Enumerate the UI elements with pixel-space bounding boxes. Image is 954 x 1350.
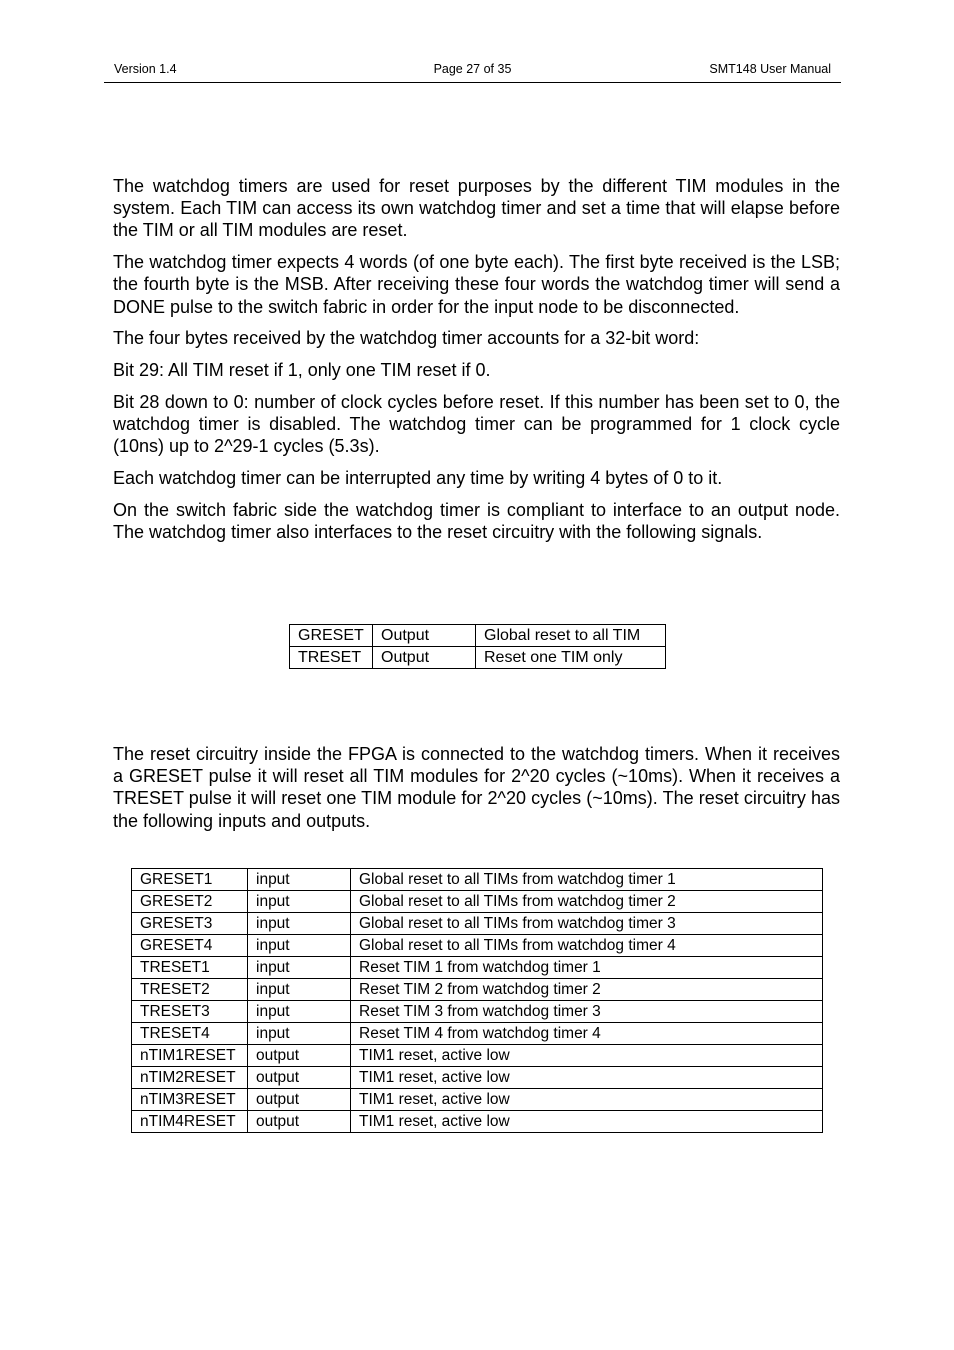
signal-direction-cell: Output [373,647,476,669]
reset-circuitry-section [113,743,840,841]
signal-description-cell: TIM1 reset, active low [351,1067,823,1089]
signal-name-cell: GRESET4 [132,935,248,957]
signal-description-cell: Global reset to all TIMs from watchdog timer 3 [351,913,823,935]
table-row [132,869,823,891]
signal-name-cell: TRESET1 [132,957,248,979]
signal-description-cell: TIM1 reset, active low [351,1089,823,1111]
table-row [132,1001,823,1023]
paragraph: Bit 28 down to 0: number of clock cycles before reset. If this number has been set to 0, the watchdog timer is disabled. The watchdog timer can be programmed for 1 clock cycle (10ns) up to 2^29-1 cycles (5.3s). [113,392,840,457]
paragraph: Each watchdog timer can be interrupted any time by writing 4 bytes of 0 to it. [113,468,723,489]
watchdog-section [113,175,840,553]
signal-description-cell: TIM1 reset, active low [351,1111,823,1133]
table-row [290,625,666,647]
signal-description-cell: Global reset to all TIMs from watchdog timer 2 [351,891,823,913]
signal-name-cell: nTIM1RESET [132,1045,248,1067]
signal-direction-cell: output [248,1111,351,1133]
signal-description-cell: Global reset to all TIMs from watchdog timer 4 [351,935,823,957]
signal-description-cell: Reset TIM 3 from watchdog timer 3 [351,1001,823,1023]
signal-direction-cell: input [248,869,351,891]
signal-direction-cell: output [248,1067,351,1089]
signal-name-cell: nTIM3RESET [132,1089,248,1111]
paragraph: The watchdog timers are used for reset purposes by the different TIM modules in the system. Each TIM can access its own watchdog timer and set a time that will elapse before the TIM or all TIM modules are reset. [113,176,840,241]
signal-name-cell: GRESET [290,625,373,647]
signal-name-cell: TRESET2 [132,979,248,1001]
table-row [132,1089,823,1111]
table-row [132,957,823,979]
page-header [104,60,841,83]
signal-direction-cell: input [248,1023,351,1045]
signal-direction-cell: input [248,891,351,913]
signal-direction-cell: input [248,957,351,979]
signal-name-cell: GRESET3 [132,913,248,935]
watchdog-signals-table [289,624,666,669]
signal-direction-cell: output [248,1045,351,1067]
paragraph: The four bytes received by the watchdog timer accounts for a 32-bit word: [113,328,700,349]
paragraph: The watchdog timer expects 4 words (of one byte each). The first byte received is the LSB; the fourth byte is the MSB. After receiving these four words the watchdog timer will send a DONE pulse to the switch fabric in order for the input node to be disconnected. [113,252,840,317]
signal-description-cell: Reset TIM 1 from watchdog timer 1 [351,957,823,979]
signal-description-cell: TIM1 reset, active low [351,1045,823,1067]
paragraph: On the switch fabric side the watchdog timer is compliant to interface to an output node. The watchdog timer also interfaces to the reset circuitry with the following signals. [113,500,840,543]
page-number: Page 27 of 35 [433,62,512,76]
paragraph: The reset circuitry inside the FPGA is connected to the watchdog timers. When it receives a GRESET pulse it will reset all TIM modules for 2^20 cycles (~10ms). When it receives a TRESET pulse it will reset one TIM module for 2^20 cycles (~10ms). The reset circuitry has the following inputs and outputs. [113,744,840,831]
table-row [132,979,823,1001]
signal-name-cell: GRESET1 [132,869,248,891]
signal-description-cell: Reset one TIM only [476,647,666,669]
signal-name-cell: TRESET [290,647,373,669]
table-row [132,1023,823,1045]
signal-description-cell: Global reset to all TIM [476,625,666,647]
signal-description-cell: Reset TIM 4 from watchdog timer 4 [351,1023,823,1045]
document-title: SMT148 User Manual [709,62,831,76]
table-row [132,1045,823,1067]
paragraph: Bit 29: All TIM reset if 1, only one TIM reset if 0. [113,360,491,381]
signal-direction-cell: output [248,1089,351,1111]
signal-direction-cell: input [248,979,351,1001]
signal-description-cell: Reset TIM 2 from watchdog timer 2 [351,979,823,1001]
signal-direction-cell: input [248,1001,351,1023]
signal-name-cell: TRESET3 [132,1001,248,1023]
table-row [132,913,823,935]
reset-signals-table [131,868,823,1133]
signal-direction-cell: input [248,935,351,957]
signal-direction-cell: Output [373,625,476,647]
table-row [132,935,823,957]
signal-name-cell: nTIM2RESET [132,1067,248,1089]
signal-name-cell: nTIM4RESET [132,1111,248,1133]
signal-name-cell: TRESET4 [132,1023,248,1045]
version-label: Version 1.4 [114,62,177,76]
signal-direction-cell: input [248,913,351,935]
table-row [132,1111,823,1133]
table-row [132,891,823,913]
table-row [132,1067,823,1089]
signal-description-cell: Global reset to all TIMs from watchdog timer 1 [351,869,823,891]
table-row [290,647,666,669]
signal-name-cell: GRESET2 [132,891,248,913]
